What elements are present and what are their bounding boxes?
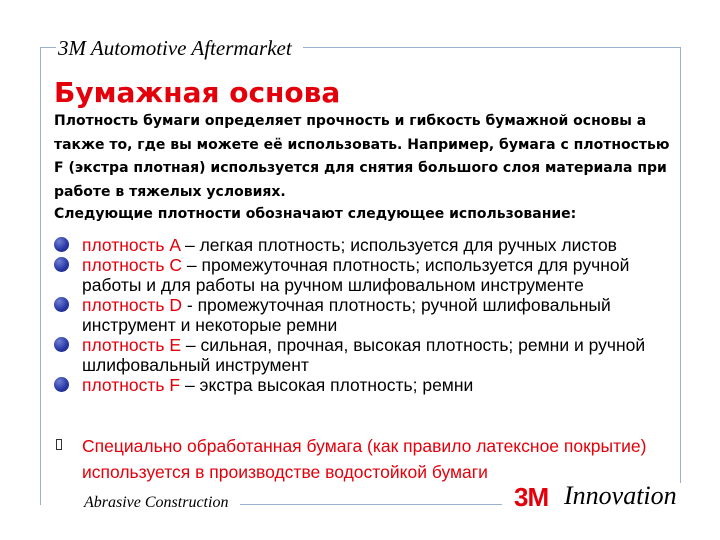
- density-term: плотность E: [82, 335, 182, 355]
- density-term: плотность A: [82, 235, 181, 255]
- square-bullet-icon: [56, 439, 62, 450]
- frame-bottom-line: [240, 504, 502, 505]
- list-item: [54, 375, 670, 395]
- frame-left-line: [40, 47, 41, 505]
- 3m-logo: 3M: [514, 482, 549, 512]
- density-term: плотность D: [82, 295, 183, 315]
- bullet-dot-icon: [54, 337, 69, 352]
- density-term: плотность C: [82, 255, 183, 275]
- special-note: [54, 433, 670, 485]
- bullet-dot-icon: [54, 297, 69, 312]
- special-note-text: Специально обработанная бумага (как правило латексное покрытие) используется в производстве водостойкой бумаги: [82, 436, 647, 482]
- list-item: [54, 255, 670, 295]
- density-description: – легкая плотность; используется для ручных листов: [180, 235, 617, 255]
- list-item: [54, 295, 670, 335]
- bullet-dot-icon: [54, 377, 69, 392]
- bullet-dot-icon: [54, 257, 69, 272]
- frame-right-line: [680, 47, 681, 483]
- density-term: плотность F: [82, 375, 181, 395]
- density-description: – экстра высокая плотность; ремни: [180, 375, 474, 395]
- density-list: [54, 235, 670, 395]
- frame-top-line-left: [40, 47, 56, 48]
- subheading: Следующие плотности обозначают следующее использование:: [54, 206, 577, 222]
- bullet-dot-icon: [54, 237, 69, 252]
- list-item: [54, 235, 670, 255]
- density-description: - промежуточная плотность; ручной шлифовальный инструмент и некоторые ремни: [82, 295, 611, 335]
- density-description: – промежуточная плотность; используется для ручной работы и для работы на ручном шлифовальном инструменте: [82, 255, 630, 295]
- footer-tagline: Innovation: [564, 481, 677, 510]
- footer-section-label: Abrasive Construction: [84, 494, 229, 511]
- list-item: [54, 335, 670, 375]
- intro-paragraph: Плотность бумаги определяет прочность и гибкость бумажной основы а также то, где вы можете её использовать. Например, бумага с плотностью F (экстра плотная) используется для снятия большого слоя материала при работе в тяжелых условиях.: [54, 113, 670, 200]
- header-title: 3M Automotive Aftermarket: [58, 36, 292, 60]
- density-description: – сильная, прочная, высокая плотность; ремни и ручной шлифовальный инструмент: [82, 335, 646, 375]
- slide-title: Бумажная основа: [54, 76, 341, 109]
- frame-top-line-right: [303, 47, 681, 48]
